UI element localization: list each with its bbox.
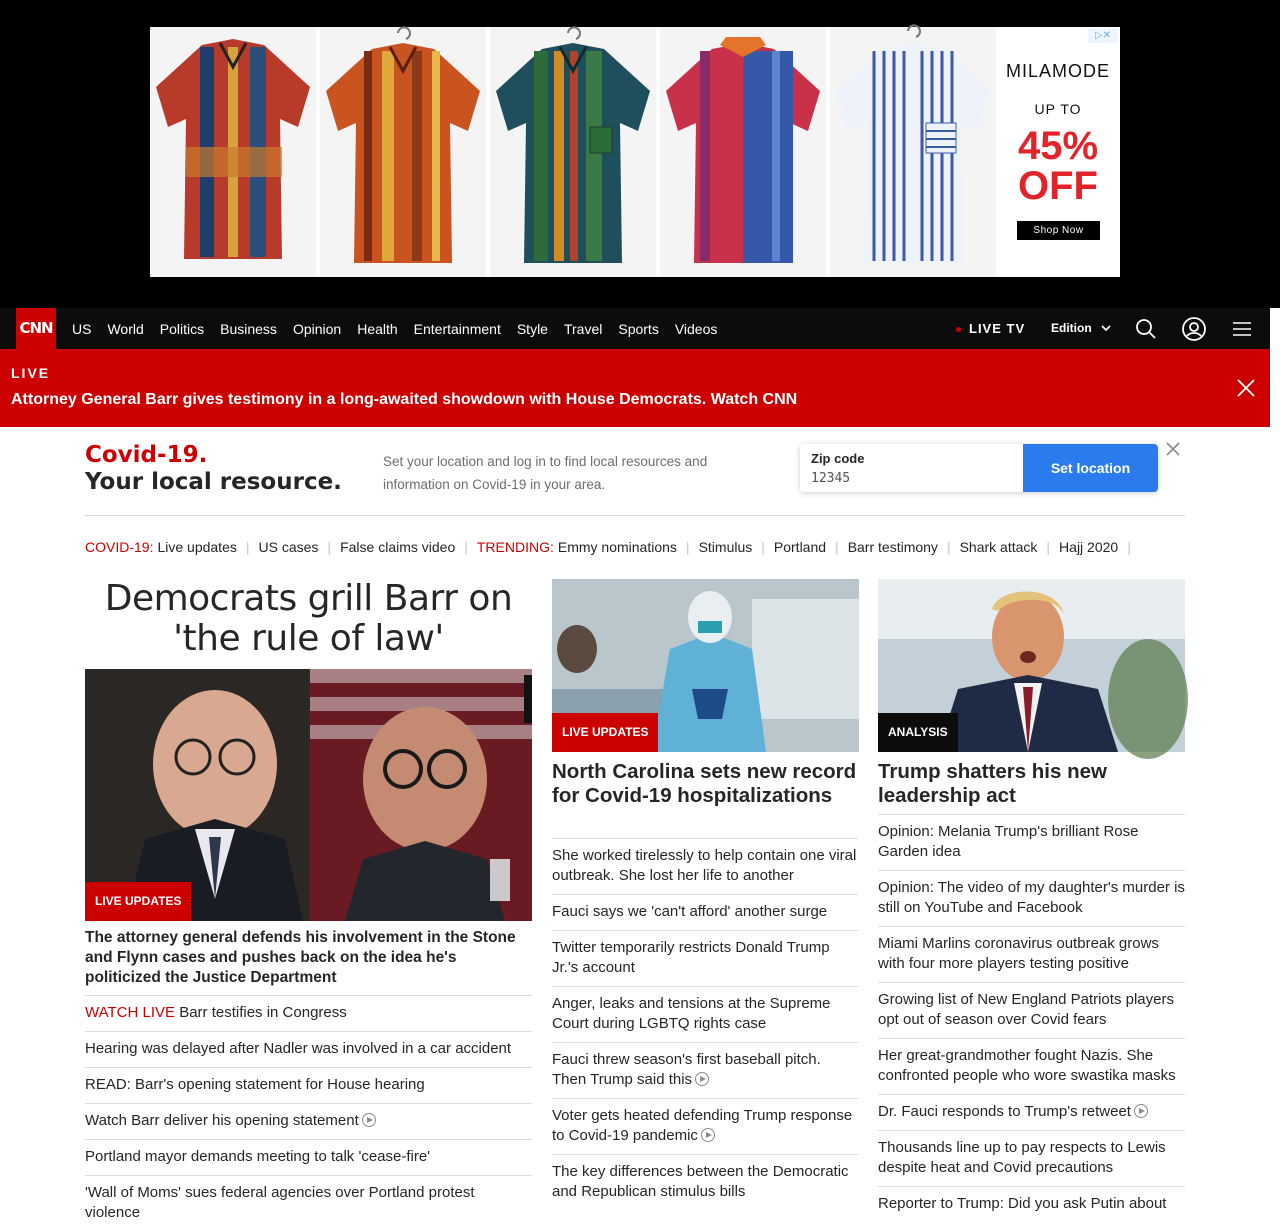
separator: |	[245, 539, 250, 555]
list-item[interactable]	[552, 1098, 858, 1154]
list-item[interactable]: Reporter to Trump: Did you ask Putin about	[878, 1186, 1185, 1222]
advertisement-banner[interactable]	[150, 27, 1120, 277]
live-updates-badge: LIVE UPDATES	[552, 713, 658, 752]
play-icon	[695, 1072, 709, 1086]
col3-headline-link[interactable]: Trump shatters his new leadership act	[878, 760, 1107, 807]
nav-link-travel[interactable]: Travel	[563, 320, 603, 337]
close-icon[interactable]	[1235, 377, 1257, 399]
covid-tag: COVID-19:	[85, 539, 154, 555]
list-item[interactable]: Thousands line up to pay respects to Lewis despite heat and Covid precautions	[878, 1130, 1185, 1186]
list-item-text: Voter gets heated defending Trump response to Covid-19 pandemic	[552, 1107, 853, 1144]
nav-link-world[interactable]: World	[107, 320, 144, 337]
list-item[interactable]: Opinion: The video of my daughter's murder is still on YouTube and Facebook	[878, 870, 1185, 926]
covid-description: Set your location and log in to find local resources and information on Covid-19 in your area.	[383, 454, 708, 492]
col2-headline-link[interactable]: North Carolina sets new record for Covid-19 hospitalizations	[552, 760, 857, 807]
live-banner[interactable]	[0, 349, 1270, 427]
list-item[interactable]: Miami Marlins coronavirus outbreak grows with four more players testing positive	[878, 926, 1185, 982]
trending-link[interactable]: Emmy nominations	[557, 539, 677, 555]
ad-off-text: OFF	[1018, 164, 1098, 208]
ad-band	[0, 0, 1280, 308]
play-icon	[1134, 1104, 1148, 1118]
trending-link[interactable]: Portland	[773, 539, 827, 555]
list-item-text: Watch Barr deliver his opening statement	[85, 1112, 359, 1129]
trending-link[interactable]: US cases	[258, 539, 319, 555]
nav-link-business[interactable]: Business	[220, 320, 277, 337]
ad-brand-name: MILAMODE	[1005, 61, 1110, 81]
edition-dropdown[interactable]	[1051, 321, 1111, 335]
list-item[interactable]	[552, 1042, 858, 1098]
nav-link-sports[interactable]: Sports	[618, 320, 659, 337]
ad-discount: 45%	[1017, 124, 1099, 168]
list-item-text: Fauci threw season's first baseball pitch. Then Trump said this	[552, 1051, 821, 1088]
lead-dek-link[interactable]: The attorney general defends his involvement in the Stone and Flynn cases and pushes back on the idea he's politicized the Justice Department	[85, 929, 516, 986]
chevron-down-icon	[1101, 321, 1111, 335]
set-location-button[interactable]: Set location	[1023, 444, 1158, 492]
live-headline-link[interactable]: Attorney General Barr gives testimony in a long-awaited showdown with House Democrats. Watch CNN	[11, 391, 798, 408]
nav-link-style[interactable]: Style	[516, 320, 548, 337]
divider	[85, 515, 1185, 516]
list-item[interactable]	[878, 1094, 1185, 1130]
lead-related-links	[85, 995, 532, 1231]
list-item[interactable]: Her great-grandmother fought Nazis. She confronted people who wore swastika masks	[878, 1038, 1185, 1094]
watch-live-label: WATCH LIVE	[85, 1004, 176, 1021]
separator: |	[685, 539, 690, 555]
list-item[interactable]: Anger, leaks and tensions at the Supreme Court during LGBTQ rights case	[552, 986, 858, 1042]
nav-link-politics[interactable]: Politics	[159, 320, 205, 337]
analysis-badge: ANALYSIS	[878, 713, 958, 752]
live-tv-label: LIVE TV	[969, 321, 1026, 336]
shirt-product-image[interactable]	[660, 27, 826, 277]
zip-code-form	[800, 444, 1158, 492]
separator: |	[1046, 539, 1051, 555]
close-icon[interactable]	[1165, 441, 1181, 457]
col2-related-links	[552, 838, 858, 1210]
nav-link-videos[interactable]: Videos	[674, 320, 718, 337]
separator: |	[835, 539, 839, 555]
list-item[interactable]: Opinion: Melania Trump's brilliant Rose Garden idea	[878, 814, 1185, 870]
covid-title-red: Covid-19.	[85, 442, 208, 468]
lead-story-image[interactable]	[85, 669, 532, 921]
list-item[interactable]: She worked tirelessly to help contain one viral outbreak. She lost her life to another	[552, 838, 858, 894]
covid-title-dark: Your local resource.	[85, 469, 342, 495]
list-item[interactable]: READ: Barr's opening statement for House hearing	[85, 1067, 532, 1103]
list-item-text: Dr. Fauci responds to Trump's retweet	[878, 1103, 1131, 1120]
zip-code-label: Zip code	[811, 451, 865, 466]
zip-code-input[interactable]	[811, 469, 1011, 487]
col2-story-image[interactable]	[552, 579, 859, 752]
list-item[interactable]: 'Wall of Moms' sues federal agencies over Portland protest violence	[85, 1175, 532, 1231]
ad-brand-panel[interactable]	[996, 27, 1120, 277]
separator: |	[327, 539, 332, 555]
trending-link[interactable]: False claims video	[340, 539, 456, 555]
nav-links	[64, 308, 725, 349]
live-dot-icon	[956, 327, 961, 332]
col3-story-image[interactable]	[878, 579, 1185, 752]
nav-link-health[interactable]: Health	[357, 320, 398, 337]
ad-upto-text: UP TO	[1034, 101, 1082, 117]
list-item[interactable]: Growing list of New England Patriots players opt out of season over Covid fears	[878, 982, 1185, 1038]
adchoices-icon[interactable]: ▷✕	[1088, 29, 1118, 43]
trending-tag: TRENDING:	[476, 539, 554, 555]
shirt-product-image[interactable]	[150, 27, 316, 277]
play-icon	[701, 1128, 715, 1142]
trending-bar	[85, 538, 1140, 556]
top-nav	[0, 308, 1270, 349]
nav-link-us[interactable]: US	[72, 320, 92, 337]
separator: |	[1127, 539, 1131, 555]
list-item[interactable]: Portland mayor demands meeting to talk 'cease-fire'	[85, 1139, 532, 1175]
separator: |	[946, 539, 951, 555]
shirt-product-image[interactable]	[320, 27, 486, 277]
edition-label: Edition	[1051, 321, 1092, 335]
nav-link-entertainment[interactable]: Entertainment	[413, 320, 501, 337]
col3-related-links	[878, 814, 1185, 1222]
trending-link[interactable]: Shark attack	[959, 539, 1038, 555]
separator: |	[464, 539, 468, 555]
covid-module-title	[85, 442, 342, 496]
nav-link-opinion[interactable]: Opinion	[292, 320, 342, 337]
trending-link[interactable]: Barr testimony	[847, 539, 938, 555]
live-updates-badge: LIVE UPDATES	[85, 882, 191, 921]
trending-link[interactable]: Stimulus	[698, 539, 753, 555]
live-label: LIVE	[11, 365, 51, 381]
ad-shop-now-button[interactable]: Shop Now	[1017, 221, 1100, 240]
list-item[interactable]: Twitter temporarily restricts Donald Trump Jr.'s account	[552, 930, 858, 986]
list-item[interactable]	[85, 995, 532, 1031]
live-tv-link[interactable]	[956, 321, 1025, 336]
list-item[interactable]: The key differences between the Democratic and Republican stimulus bills	[552, 1154, 858, 1210]
cnn-logo[interactable]: CNN	[16, 308, 56, 349]
list-item[interactable]: Fauci says we 'can't afford' another surge	[552, 894, 858, 930]
list-item-text: Barr testifies in Congress	[179, 1004, 347, 1021]
trending-link[interactable]: Live updates	[157, 539, 237, 555]
lead-headline-link[interactable]: Democrats grill Barr on 'the rule of law'	[104, 578, 513, 659]
shirt-product-image[interactable]	[830, 27, 996, 277]
play-icon	[362, 1113, 376, 1127]
menu-icon[interactable]	[1230, 317, 1254, 341]
list-item[interactable]: Hearing was delayed after Nadler was involved in a car accident	[85, 1031, 532, 1067]
separator: |	[761, 539, 765, 555]
trending-link[interactable]: Hajj 2020	[1059, 539, 1119, 555]
list-item[interactable]	[85, 1103, 532, 1139]
account-icon[interactable]	[1182, 317, 1206, 341]
search-icon[interactable]	[1134, 317, 1158, 341]
shirt-product-image[interactable]	[490, 27, 656, 277]
